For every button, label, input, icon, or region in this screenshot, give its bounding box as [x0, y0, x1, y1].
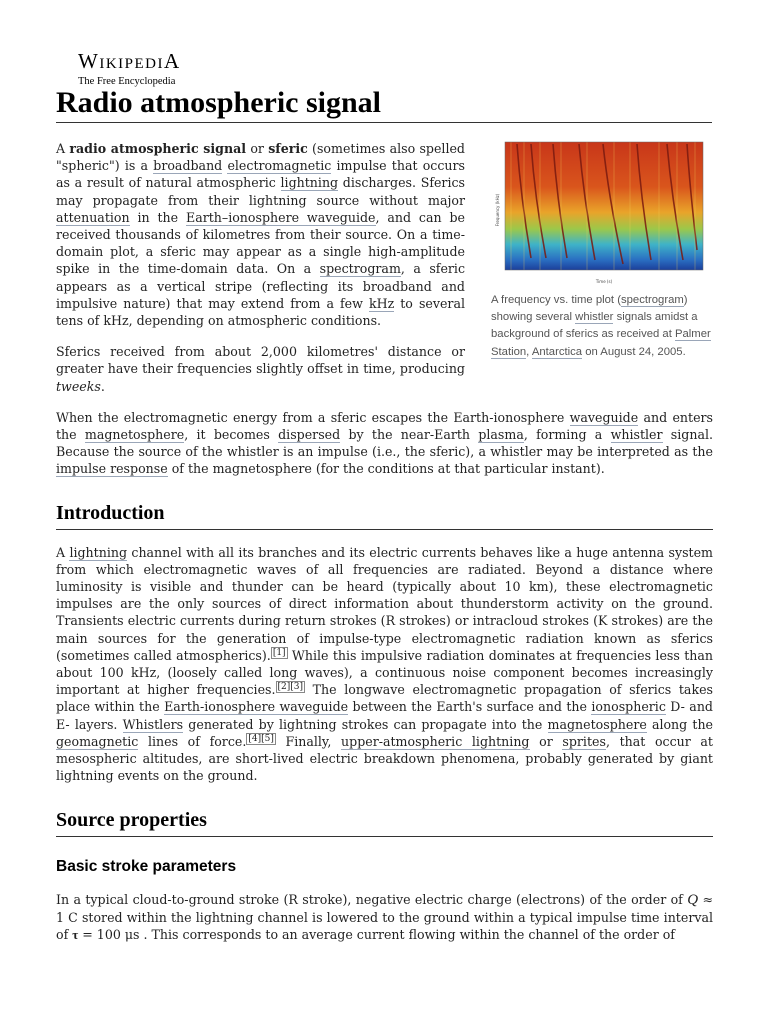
link-spectrogram-caption[interactable]: spectrogram: [620, 294, 684, 306]
link-whistler-caption[interactable]: whistler: [575, 311, 614, 324]
link-lightning-intro[interactable]: lightning: [69, 544, 128, 560]
lead-paragraph-1: A radio atmospheric signal or sferic (sometimes also spelled "spheric") is a broadband electromagnetic impulse that occurs as a result of natural atmospheric lightning discharges. Sferics may propagate from their lightning source without major attenuation in the Earth–ionosphere waveguide, and can be received thousands of kilometres from their source. On a time-domain plot, a sferic may appear as a single high-amplitude spike in the time-domain data. On a spectrogram, a sferic appears as a vertical stripe (reflecting its broadband and impulsive nature) that may extend from a few kHz to several tens of kHz, depending on atmospheric conditions.: [56, 141, 466, 329]
link-electromagnetic[interactable]: electromagnetic: [227, 158, 332, 174]
link-whistlers[interactable]: Whistlers: [122, 716, 184, 732]
section-heading-introduction: Introduction: [56, 500, 713, 530]
math-q: Q: [687, 891, 699, 908]
link-khz[interactable]: kHz: [368, 295, 395, 311]
subsection-heading-basic-stroke-parameters: Basic stroke parameters: [56, 857, 237, 875]
link-magnetosphere[interactable]: magnetosphere: [84, 427, 185, 443]
wikipedia-wordmark: WIKIPEDIA: [78, 49, 181, 73]
math-q-value: ≈ 1 C: [56, 891, 713, 925]
basic-stroke-paragraph: In a typical cloud-to-ground stroke (R stroke), negative electric charge (electrons) of the order of Q ≈ 1 C stored within the lightning channel is lowered to the ground within a typical impulse time interval of τ = 100 μs . This corresponds to an average current flowing within the channel of the order of: [56, 891, 713, 942]
introduction-paragraph: A lightning channel with all its branches and its electric currents behaves like a huge antenna system from which electromagnetic waves of all frequencies are radiated. Beyond a distance where luminosity is visible and thunder can be heard (typically about 10 km), these electromagnetic impulses are the only sources of direct information about thunderstorm activity on the ground. Transients electric currents during return strokes (R strokes) or intracloud strokes (K strokes) are the main sources for the generation of impulse-type electromagnetic radiation known as sferics (sometimes called atmospherics). [1] While this impulsive radiation dominates at frequencies less than about 100 kHz, (loosely called long waves), a continuous noise component becomes increasingly important at higher frequencies. [2][3] The longwave electromagnetic propagation of sferics takes place within the Earth-ionosphere waveguide between the Earth's surface and the ionospheric D- and E- layers. Whistlers generated by lightning strokes can propagate into the magnetosphere along the geomagnetic lines of force. [4][5] Finally, upper-atmospheric lightning or sprites, that occur at mesospheric altitudes, are short-lived electric breakdown phenomena, probably generated by giant lightning events on the ground.: [56, 544, 714, 784]
wikipedia-tagline: The Free Encyclopedia: [78, 76, 176, 87]
article-content: [56, 140, 713, 957]
link-geomagnetic[interactable]: geomagnetic: [56, 733, 139, 749]
page-title: Radio atmospheric signal: [56, 84, 712, 123]
link-whistler[interactable]: whistler: [610, 427, 663, 443]
figure-caption: A frequency vs. time plot (spectrogram) showing several whistler signals amidst a background of sferics as received at Palmer Station, Antarctica on August 24, 2005.: [491, 294, 711, 358]
citation-2-3[interactable]: [2][3]: [277, 682, 303, 693]
link-antarctica[interactable]: Antarctica: [531, 345, 583, 358]
link-plasma[interactable]: plasma: [478, 427, 524, 443]
lead-paragraph-2: Sferics received from about 2,000 kilometres' distance or greater have their frequencies slightly offset in time, producing tweeks.: [56, 344, 465, 394]
figure-thumbnail: [491, 140, 713, 361]
math-tau-value: = 100 μs: [78, 926, 140, 942]
x-axis-label: Time (s): [595, 279, 613, 284]
link-lightning[interactable]: lightning: [280, 175, 339, 191]
spectrogram-field: [505, 142, 703, 270]
link-magnetosphere-intro[interactable]: magnetosphere: [547, 716, 647, 732]
section-heading-source-properties: Source properties: [56, 807, 713, 837]
math-tau: τ: [72, 926, 79, 942]
link-spectrogram[interactable]: spectrogram: [319, 261, 401, 277]
link-attenuation[interactable]: attenuation: [56, 209, 130, 225]
link-earth-ionosphere-waveguide[interactable]: Earth–ionosphere waveguide: [186, 209, 376, 225]
link-earth-ionosphere-waveguide-intro[interactable]: Earth-ionosphere waveguide: [164, 699, 349, 715]
link-palmer-station[interactable]: Palmer Station: [491, 328, 711, 358]
link-dispersed[interactable]: dispersed: [278, 427, 341, 443]
link-ionospheric[interactable]: ionospheric: [591, 699, 666, 715]
link-sprites[interactable]: sprites: [562, 733, 606, 749]
citation-1[interactable]: [1]: [272, 647, 286, 658]
spectrogram-svg: [491, 140, 705, 290]
wikipedia-logo[interactable]: [78, 50, 181, 87]
spectrogram-image[interactable]: [491, 140, 705, 290]
y-axis-label: Frequency (kHz): [495, 193, 500, 227]
link-upper-atmospheric-lightning[interactable]: upper-atmospheric lightning: [341, 733, 530, 749]
lead-paragraph-3: When the electromagnetic energy from a sferic escapes the Earth-ionosphere waveguide and enters the magnetosphere, it becomes dispersed by the near-Earth plasma, forming a whistler signal. Because the source of the whistler is an impulse (i.e., the sferic), a whistler may be interpreted as the impulse response of the magnetosphere (for the conditions at that particular instant).: [56, 409, 714, 477]
link-impulse-response[interactable]: impulse response: [56, 461, 168, 477]
citation-4-5[interactable]: [4][5]: [248, 733, 274, 744]
link-waveguide[interactable]: waveguide: [569, 409, 639, 425]
link-broadband[interactable]: broadband: [153, 158, 223, 174]
